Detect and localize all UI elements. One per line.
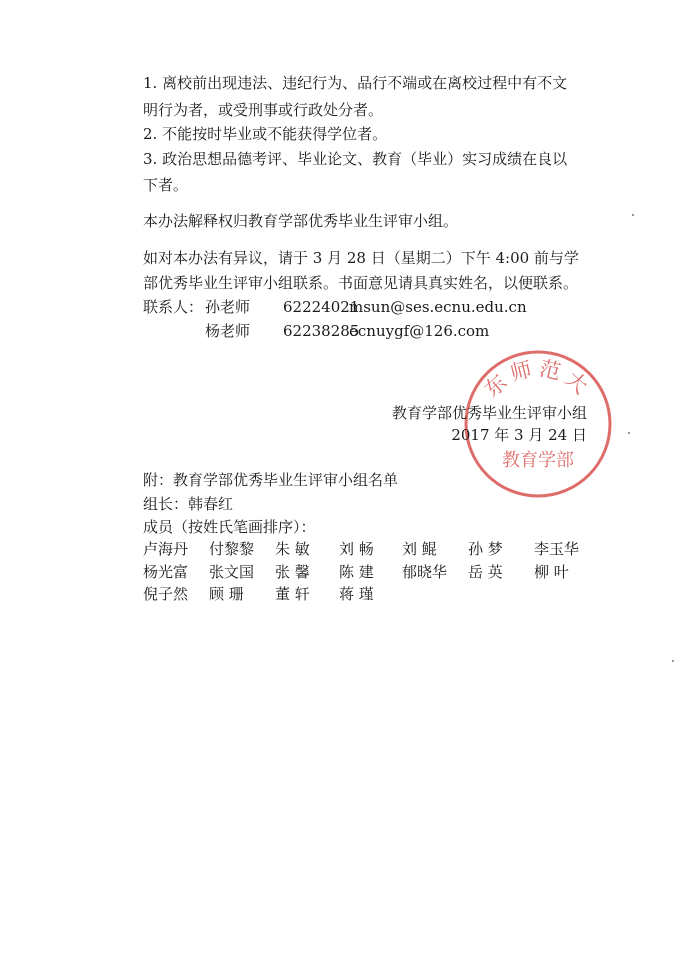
contact-row-2 [143,321,593,341]
member-name: 张文国 [209,563,255,581]
member-name: 朱 敏 [275,540,310,558]
member-name: 岳 英 [468,563,503,581]
contact-phone: 62224021 [283,298,360,316]
contact-name: 孙老师 [205,298,251,316]
contact-email: msun@ses.ecnu.edu.cn [349,298,527,316]
scan-speck [632,214,634,216]
contact-label: 联系人： [143,298,204,316]
member-name: 付黎黎 [209,540,255,558]
member-name: 卢海丹 [143,540,189,558]
appendix-leader: 组长：韩春红 [143,495,234,513]
member-name: 刘 畅 [339,540,374,558]
member-name: 顾 珊 [209,585,244,603]
seal-top-text: 东师范大 [479,356,597,402]
member-name: 陈 建 [339,563,374,581]
member-name: 柳 叶 [534,563,569,581]
member-name: 蒋 瑾 [339,585,374,603]
interpretation-text: 本办法解释权归教育学部优秀毕业生评审小组。 [143,212,459,230]
objection-line-1: 如对本办法有异议，请于 3 月 28 日（星期二）下午 4:00 前与学 [143,249,579,267]
objection-line-2: 部优秀毕业生评审小组联系。书面意见请具真实姓名，以便联系。 [143,274,579,292]
contact-row-1 [143,297,593,317]
appendix-title: 附：教育学部优秀毕业生评审小组名单 [143,471,399,489]
contact-phone: 62238285 [283,322,360,340]
item-3-line-2: 下者。 [143,176,189,194]
svg-text:东师范大 [480,356,596,402]
item-2-line-1: 2. 不能按时毕业或不能获得学位者。 [143,125,388,143]
appendix-members-label: 成员（按姓氏笔画排序）： [143,518,316,536]
member-name: 董 轩 [275,585,310,603]
signature-date: 2017 年 3 月 24 日 [451,426,587,444]
member-name: 李玉华 [534,540,580,558]
contact-name: 杨老师 [205,322,251,340]
member-name: 杨光富 [143,563,189,581]
scan-speck [628,432,630,434]
item-3-line-1: 3. 政治思想品德考评、毕业论文、教育（毕业）实习成绩在良以 [143,150,568,168]
scan-speck [672,660,674,662]
official-seal-icon [462,348,614,500]
member-name: 郁晓华 [402,563,448,581]
member-name: 倪子然 [143,585,189,603]
member-name: 张 馨 [275,563,310,581]
seal-bottom-text: 教育学部 [502,450,574,471]
member-name: 孙 梦 [468,540,503,558]
item-1-line-2: 明行为者，或受刑事或行政处分者。 [143,101,384,119]
item-1-line-1: 1. 离校前出现违法、违纪行为、品行不端或在离校过程中有不文 [143,74,568,92]
member-name: 刘 鲲 [402,540,437,558]
signature-org: 教育学部优秀毕业生评审小组 [391,404,587,422]
contact-email: ecnuygf@126.com [349,322,490,340]
